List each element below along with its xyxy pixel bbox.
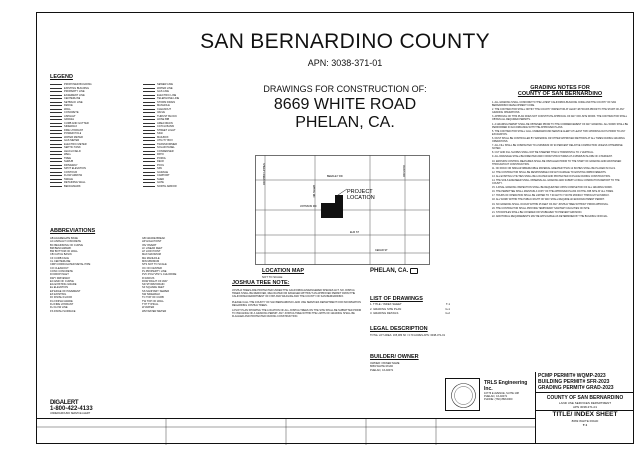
legend-item-label: CONDENSER [157,149,174,153]
grading-note: 2. THE CONTRACTOR SHALL NOTIFY THE COUNTY INSPECTOR AT LEAST 48 HOURS PRIOR TO THE START OF ANY GRADING OPERATIONS. [492,108,625,115]
street-label: WHITE RD [312,185,315,198]
drawings-list [370,303,450,316]
legend-column-1 [50,83,137,188]
legend-item-label: POOL [157,163,165,167]
legend-item-label: SPA [157,167,162,171]
drawings-for-label: DRAWINGS FOR CONSTRUCTION OF: [263,84,427,94]
grading-notes-heading [492,85,628,97]
legend-symbol-icon [143,161,155,162]
title-block-apn: APN 3038-371-01 [572,405,598,409]
drawing-sheet-number: T-1 [445,302,450,306]
builder-owner-heading: BUILDER/ OWNER [370,354,419,360]
legend-symbol-icon [50,130,62,131]
legend-symbol-icon [50,182,62,183]
abbreviation-item: EC END OF CURVE [50,279,74,283]
legend-symbol-icon [50,105,62,106]
abbreviation-item: AC ASPHALT CONCRETE [50,240,82,244]
legend-symbol-icon [50,154,62,155]
address-line-2: PHELAN, CA. [295,114,395,131]
grading-note: 18. ALL WORK WITHIN THE PUBLIC RIGHT OF WAY SHALL REQUIRE AN ENCROACHMENT PERMIT. [492,198,605,202]
legend-symbol-icon [143,158,155,159]
legal-description [370,326,450,346]
legend-symbol-icon [143,182,155,183]
builder-owner-lines [370,362,450,372]
abbreviation-item: EX EXISTING [50,293,67,297]
grading-note: 22. ADDITIONAL REQUIREMENTS MAY BE APPLICABLE AS DETERMINED BY THE BUILDING OFFICIAL. [492,214,609,218]
abbreviation-item: AB AGGREGATE BASE [50,237,78,240]
drawing-list-item [370,312,450,316]
grading-note: 15. A FINAL GRADING INSPECTION SHALL BE REQUESTED UPON COMPLETION OF ALL GRADING WORK. [492,186,613,190]
grading-note: 4. A GRADING PERMIT SHALL BE OBTAINED PRIOR TO THE COMMENCEMENT OF ANY GRADING. ALL WORK SHALL BE PERFORMED IN ACCORDANCE WITH THE APPROVED PLANS. [492,122,628,129]
legend-symbol-icon [50,119,62,120]
sheet-address: 8669 WHITE ROAD [571,419,599,423]
firm-address [484,392,534,402]
builder-owner-line: 8669 WHITE ROAD [370,365,394,369]
legend-item-label: CENTERLINE [64,97,81,101]
legend-symbol-icon [50,186,62,187]
legend-symbol-icon [50,91,62,92]
drawing-name: 1. TITLE / INDEX SHEET [370,302,402,306]
abbreviations-heading: ABBREVIATIONS [50,228,96,234]
legend-item-label: TRANSFORMER [157,142,178,146]
legend-symbol-icon [143,109,155,110]
page-title: SAN BERNARDINO COUNTY [200,30,490,53]
street-label: ELM ST [350,231,360,234]
legend-symbol-icon [143,172,155,173]
legend-symbol-icon [50,144,62,145]
legend-symbol-icon [143,126,155,127]
permit-number: BUILDING PERMIT# SFR-2023 [538,379,610,385]
legend-item-label: CLEANOUT [157,107,172,111]
legend-item-label: DECK [157,160,165,164]
title-block [535,372,634,444]
legend-symbol-icon [50,151,62,152]
legend-symbol-icon [50,137,62,138]
legend-symbol-icon [143,168,155,169]
grading-note: 1. ALL GRADING SHALL CONFORM TO THE LATEST CALIFORNIA BUILDING CODE AND THE COUNTY OF SAN BERNARDINO DEVELOPMENT CODE. [492,101,617,108]
firm-address-line: PHELAN, CA 92371 [484,395,508,399]
revision-grid [36,419,535,445]
legend-item-label: PROPOSED BUILDING [64,83,92,87]
abbreviation-item: HP HIGH POINT [142,240,162,244]
abbreviation-item: CL CENTERLINE [50,260,71,264]
legend-item-label: FLOW ARROW [64,174,83,178]
legend-symbol-icon [50,123,62,124]
abbreviation-item: SS SANITARY SEWER [142,289,170,293]
legend-item-label: MANHOLE [157,104,170,108]
legend-symbol-icon [143,91,155,92]
legend-item-label: WALL [64,107,71,111]
map-city-label [370,268,418,274]
legal-description-heading: LEGAL DESCRIPTION [370,326,428,332]
grading-note: 21. STOCKPILES SHALL BE COVERED OR STABILIZED TO PREVENT EROSION. [492,210,583,214]
street-label: OASIS RD [402,165,405,177]
legend-symbol-icon [143,116,155,117]
legend-symbol-icon [143,88,155,89]
legend-item-label: WATER METER [64,135,83,139]
legend-item-label: CARPORT [157,174,170,178]
legend-symbol-icon [50,179,62,180]
legend-item [143,185,230,189]
legend-item-label: CONCRETE [64,111,79,115]
legend-item-label: SOLAR PANEL [157,146,175,150]
grading-note: 20. THE CONTRACTOR SHALL PROVIDE TEMPORARY SANITARY FACILITIES ON SITE. [492,206,590,210]
legend-item-label: SETBACK LINE [64,100,83,104]
street-label: SHEEP CREEK RD [262,163,265,186]
abbreviation-item: EG EXISTING GRADE [50,283,77,287]
legend-item-label: SHRUB [64,160,74,164]
legend-symbol-icon [143,133,155,134]
legend-column-2 [143,83,230,188]
legend-symbol-icon [50,109,62,110]
address-line-1: 8669 WHITE ROAD [273,96,417,113]
abbreviation-item: MAX MAXIMUM [142,253,161,257]
city-name: PHELAN, CA. [370,268,409,274]
legend-symbol-icon [50,165,62,166]
legend-symbol-icon [143,151,155,152]
abbreviation-item: FL FLOW LINE [50,306,68,310]
legend-item-label: DRIVEWAY [64,163,78,167]
legend-item-label: PORCH [157,156,167,160]
abbreviation-item: FG FINISH GRADE [50,299,73,303]
grading-note: 6. DUST SHALL BE CONTROLLED BY WATERING OR OTHER APPROVED METHODS AT ALL TIMES DURING GRADING OPERATIONS. [492,136,625,144]
engineering-firm [484,380,534,410]
legend-symbol-icon [143,140,155,141]
legend-symbol-icon [143,165,155,166]
legend-symbol-icon [50,88,62,89]
legend-item-label: WATER LINE [157,86,173,90]
joshua-tree-note [232,280,362,370]
legend-item-label: BENCHMARK [64,184,81,188]
legend-symbol-icon [50,112,62,113]
drawing-name: 3. GRADING DETAILS [370,311,399,316]
sheet-number: T-1 [582,423,588,427]
builder-owner-line: PHELAN, CA 92371 [370,368,394,372]
apn-label: APN: 3038-371-01 [307,58,383,68]
abbreviation-item: CO CLEANOUT [50,266,69,270]
legend-symbol-icon [50,172,62,173]
joshua-tree-paragraph: PLEASE CALL THE COUNTY OF SAN BERNARDINO LAND USE SERVICES DEPARTMENT FOR INFORMATION REGARDING JOSHUA TREES. [232,300,361,307]
legend-item-label: RETAINING WALL [64,181,86,185]
firm-address-line: 10776 E AVENUE, SUITE 108 [484,392,519,395]
engineer-stamp-box [445,378,480,411]
legend-symbol-icon [50,95,62,96]
legal-description-text: TOTAL LOT AREA: 165,083 SF / 3.79 ACRES APN: 3038-371-01 [370,334,446,337]
legend-item-label: GAS METER [64,139,80,143]
abbreviation-item: SD STORM DRAIN [142,283,165,287]
location-map-heading: LOCATION MAP [262,268,305,274]
joshua-tree-paragraph: A PLOT PLAN SHOWING THE LOCATION OF ALL JOSHUA TREES ON THE SITE SHALL BE SUBMITTED PRIOR TO ISSUANCE OF A GRADING PERMIT. ANY JOSHUA TREE WITHIN THE LIMITS OF GRADING SHALL BE FLAGGED AND PROTECTED DURING CONSTRUCTION. [232,309,362,319]
legend-item-label: FIRE HYDRANT [64,128,84,132]
legend-item-label: ELECTRIC LINE [157,93,177,97]
legend-item-label: LEACH FIELD [64,149,81,153]
street-label: CEDAR ST [375,249,388,252]
legend-symbol-icon [143,154,155,155]
legend-item-label: CONTOUR [64,170,78,174]
legend-symbol-icon [143,105,155,106]
legend-item-label: VALVE [157,111,165,115]
legend-symbol-icon [143,130,155,131]
grading-note: 11. NO ROCK OR SIMILAR IRREDUCIBLE MATERIAL GREATER THAN 12 INCHES SHALL BE PLACED IN FILLS. [492,166,616,170]
legend-item-label: EASEMENT LINE [64,93,85,97]
legend-item-label: FENCE [64,104,73,108]
abbreviation-item: DI DROP INLET [50,273,69,277]
joshua-tree-heading: JOSHUA TREE NOTE: [232,280,290,286]
abbreviation-item: WM WATER METER [142,309,167,313]
abbreviation-item: LF LINEAR FEET [142,246,163,250]
legend-item-label: GATE [157,181,164,185]
grading-note: 10. EROSION CONTROL MEASURES SHALL BE INSTALLED PRIOR TO THE START OF GRADING AND MAINTAINED THROUGHOUT CONSTRUCTION. [492,159,622,166]
legend-item-label: SIGN [157,132,164,136]
location-map-scale: NOT TO SCALE [262,275,283,279]
legend-item-label: THRUST BLOCK [157,114,177,118]
legend-symbol-icon [50,140,62,141]
drawing-sheet-number: G-1 [445,306,450,311]
legend-item-label: STREET LIGHT [157,128,176,132]
abbreviation-column-1 [50,237,138,313]
legend-symbol-icon [143,186,155,187]
digalert-phone: 1-800-422-4133 [50,406,93,412]
digalert-logo: DIGALERT [50,400,79,406]
location-map [255,155,430,265]
legend-item-label: SEWER LINE [157,83,173,87]
legend-symbol-icon [143,98,155,99]
joshua-tree-text [232,289,362,321]
legend-symbol-icon [50,168,62,169]
project-parcel [321,195,343,218]
abbreviation-item: INV INVERT [142,243,157,247]
legend-item-label: GARAGE [157,170,169,174]
abbreviation-item: BM BENCHMARK [50,246,72,250]
legend-symbol-icon [143,112,155,113]
legend-item-label: TREE [64,156,71,160]
street-label: BEEKLEY RD [327,175,343,178]
legend-symbol-icon [143,179,155,180]
abbreviation-item: CONC CONCRETE [50,269,73,273]
abbreviation-item: CF CURB FACE [50,256,70,260]
legend-item-label: PATIO [157,153,165,157]
abbreviation-item: TC TOP OF CURB [142,296,164,300]
grading-note: 7. ALL FILL SHALL BE COMPACTED TO A MINIMUM OF 90 PERCENT RELATIVE COMPACTION UNLESS OTHERWISE NOTED. [492,144,623,151]
legend-item-label: WELL [64,153,72,157]
legend-item-label: HOSE BIB [157,118,170,122]
legend-item-label: NORTH ARROW [157,184,177,188]
sheet-title: TITLE/ INDEX SHEET [536,410,634,419]
project-address [230,96,460,132]
legend-item-label: CATCH BASIN [157,125,175,129]
grading-note: 12. THE CONTRACTOR SHALL BE RESPONSIBLE FOR ANY DAMAGE TO EXISTING IMPROVEMENTS. [492,170,607,174]
joshua-tree-paragraph: JOSHUA TREES ARE PROTECTED UNDER THE CALIFORNIA ENDANGERED SPECIES ACT. NO JOSHUA TREES SHALL BE REMOVED, RELOCATED OR DAMAGED WITHOUT AN APPROVED PERMIT FROM THE CALIFORNIA DEPARTMENT OF FISH AND WILDLIFE AND THE COUNTY OF SAN BERNARDINO. [232,289,356,299]
abbreviation-item: EP EDGE OF PAVEMENT [50,289,81,293]
digalert-block [50,400,110,428]
legend-item-label: SPOT ELEVATION [64,167,86,171]
legend-symbol-icon [143,144,155,145]
legend-symbol-icon [50,133,62,134]
abbreviation-item: TW TOP OF WALL [142,299,164,303]
list-of-drawings-heading: LIST OF DRAWINGS [370,296,423,302]
abbreviation-item: PVC POLYVINYL CHLORIDE [142,273,177,277]
legend-symbol-icon [143,123,155,124]
grading-note: 9. ALL DRAINAGE SHALL BE DIRECTED AWAY FROM STRUCTURES AT A MINIMUM SLOPE OF 2 PERCENT. [492,155,613,159]
revision-strip [36,418,535,444]
abbreviation-item: ROW RIGHT OF WAY [142,279,168,283]
legend-symbol-icon [143,119,155,120]
grading-note: 16. THE PERMITTEE SHALL MAINTAIN A COPY OF THE APPROVED PLANS ON THE JOB SITE AT ALL TIMES. [492,190,614,194]
abbreviation-item: W WATER [142,306,155,310]
legend-item-label: MAILBOX [157,135,169,139]
list-of-drawings [370,296,450,316]
firm-name: TRLS Engineering Inc. [484,380,528,392]
permit-number: PCMP PERMIT# WQMP-2023 [538,373,606,379]
legend-symbol-icon [50,84,62,85]
legend-symbol-icon [50,175,62,176]
drawing-name: 2. GRADING SITE PLAN [370,306,402,311]
grading-note: 5. THE CONTRACTOR SHALL CALL UNDERGROUND SERVICE ALERT AT LEAST TWO WORKING DAYS PRIOR TO ANY EXCAVATION. [492,129,626,136]
legend-item-label: CURB AND GUTTER [64,121,89,125]
legend-item-label: SEPTIC TANK [64,146,81,150]
legend-item [50,185,137,189]
abbreviation-item: NTS NOT TO SCALE [142,263,167,267]
title-block-county: COUNTY OF SAN BERNARDINO [546,395,624,401]
legend-symbol-icon [50,98,62,99]
legend-item-label: AREA DRAIN [157,121,173,125]
legend-symbol-icon [50,161,62,162]
grading-note: 8. CUT AND FILL SLOPES SHALL NOT BE STEEPER THAN 2 HORIZONTAL TO 1 VERTICAL. [492,151,594,155]
legend-symbol-icon [143,84,155,85]
drawing-sheet-number: G-2 [445,311,450,316]
abbreviation-item: MH MANHOLE [142,256,160,260]
grading-note: 14. THE SOILS ENGINEER SHALL OBSERVE ALL GRADING AND SUBMIT A FINAL COMPACTION REPORT TO THE COUNTY. [492,178,620,186]
legend-item-label: GRAVEL [64,118,75,122]
legend-item-label: ASPHALT [64,114,76,118]
abbreviation-item: GB GRADE BREAK [142,237,166,240]
legend-item-label: ELECTRIC METER [64,142,87,146]
permit-numbers [536,372,634,393]
abbreviation-item: FH FIRE HYDRANT [50,302,74,306]
legend-item-label: PROPERTY LINE [64,90,85,94]
title-block-department: LAND USE SERVICES DEPARTMENT [558,401,612,405]
abbreviation-item: BW BOTTOM OF WALL [50,250,78,254]
abbreviation-item: LP LOW POINT [142,250,161,254]
abbreviation-columns [50,237,230,313]
grading-notes [492,85,628,385]
street-label: JOHNSON RD [300,205,317,208]
legend-item-label: STORM DRAIN [157,100,176,104]
legend-item-label: SWALE [64,177,73,181]
grading-notes-body [492,101,628,219]
legend-symbol-icon [50,102,62,103]
legend-item-label: UTILITY BOX [157,139,173,143]
engineer-seal-icon [446,379,481,412]
legend-columns [50,83,230,188]
legend-symbol-icon [50,158,62,159]
grading-note: 13. ALL EXISTING UTILITIES SHALL BE LOCATED AND PROTECTED IN PLACE DURING CONSTRUCTION. [492,174,611,178]
abbreviation-item: EL ELEVATION [50,286,68,290]
firm-address-line: PHONE: (760) 868-0000 [484,398,513,402]
digalert-subtitle: UNDERGROUND SERVICE ALERT [50,412,91,415]
grading-note: 19. NO GRADING SHALL OCCUR WITHIN 25 FEET OF ANY JOSHUA TREE WITHOUT PRIOR APPROVAL. [492,202,609,206]
abbreviation-item: SF SQUARE FEET [142,286,165,290]
abbreviation-item: PL PROPERTY LINE [142,269,167,273]
abbreviation-item: TYP TYPICAL [142,302,159,306]
legend-section [50,74,230,224]
legend-item-label: EXISTING BUILDING [64,86,90,90]
abbreviations-section [50,228,230,328]
abbreviation-item: SW SIDEWALK [142,293,161,297]
abbreviation-item: OC ON CENTER [142,266,162,270]
abbreviation-item: FF FINISH FLOOR [50,296,73,300]
abbreviation-item: CB CATCH BASIN [50,253,72,257]
legend-heading: LEGEND [50,74,73,80]
grading-note: 3. APPROVAL OF THIS PLAN DOES NOT CONSTITUTE APPROVAL OF ANY OFF-SITE WORK. THE CONTRACTOR SHALL OBTAIN ALL REQUIRED PERMITS. [492,115,628,122]
abbreviation-item: FS FINISH SURFACE [50,309,76,313]
legend-item-label: GAS LINE [157,90,169,94]
permit-number: GRADING PERMIT# GRAD-2023 [538,385,614,391]
grading-notes-heading-line-2: COUNTY OF SAN BERNARDINO [517,91,603,97]
project-location-label: PROJECT LOCATION [347,189,375,201]
abbreviation-column-2 [142,237,230,313]
legend-item-label: POWER POLE [64,132,82,136]
north-arrow-icon [410,268,418,274]
legend-symbol-icon [50,116,62,117]
legend-symbol-icon [50,126,62,127]
abbreviation-item: CMP CORRUGATED METAL PIPE [50,263,91,267]
abbreviation-item: MIN MINIMUM [142,260,160,264]
legend-symbol-icon [143,147,155,148]
legend-symbol-icon [143,102,155,103]
legend-symbol-icon [143,175,155,176]
legend-symbol-icon [143,95,155,96]
abbreviation-item: BC BEGINNING OF CURVE [50,243,83,247]
legend-item-label: TELEPHONE LINE [157,97,180,101]
legend-item-label: SIDEWALK [64,125,78,129]
legend-item-label: SHED [157,177,165,181]
legend-symbol-icon [50,147,62,148]
abbreviation-item: DWY DRIVEWAY [50,276,71,280]
grading-note: 17. HOURS OF OPERATION SHALL BE LIMITED TO 7:00 AM TO 7:00 PM MONDAY THROUGH SATURDAY. [492,194,610,198]
legend-symbol-icon [143,137,155,138]
grading-notes-heading-line-1: GRADING NOTES FOR [530,85,590,91]
abbreviation-item: R RADIUS [142,276,155,280]
builder-owner-line: OWNER: OWNER NAME [370,362,400,365]
builder-owner [370,354,450,374]
